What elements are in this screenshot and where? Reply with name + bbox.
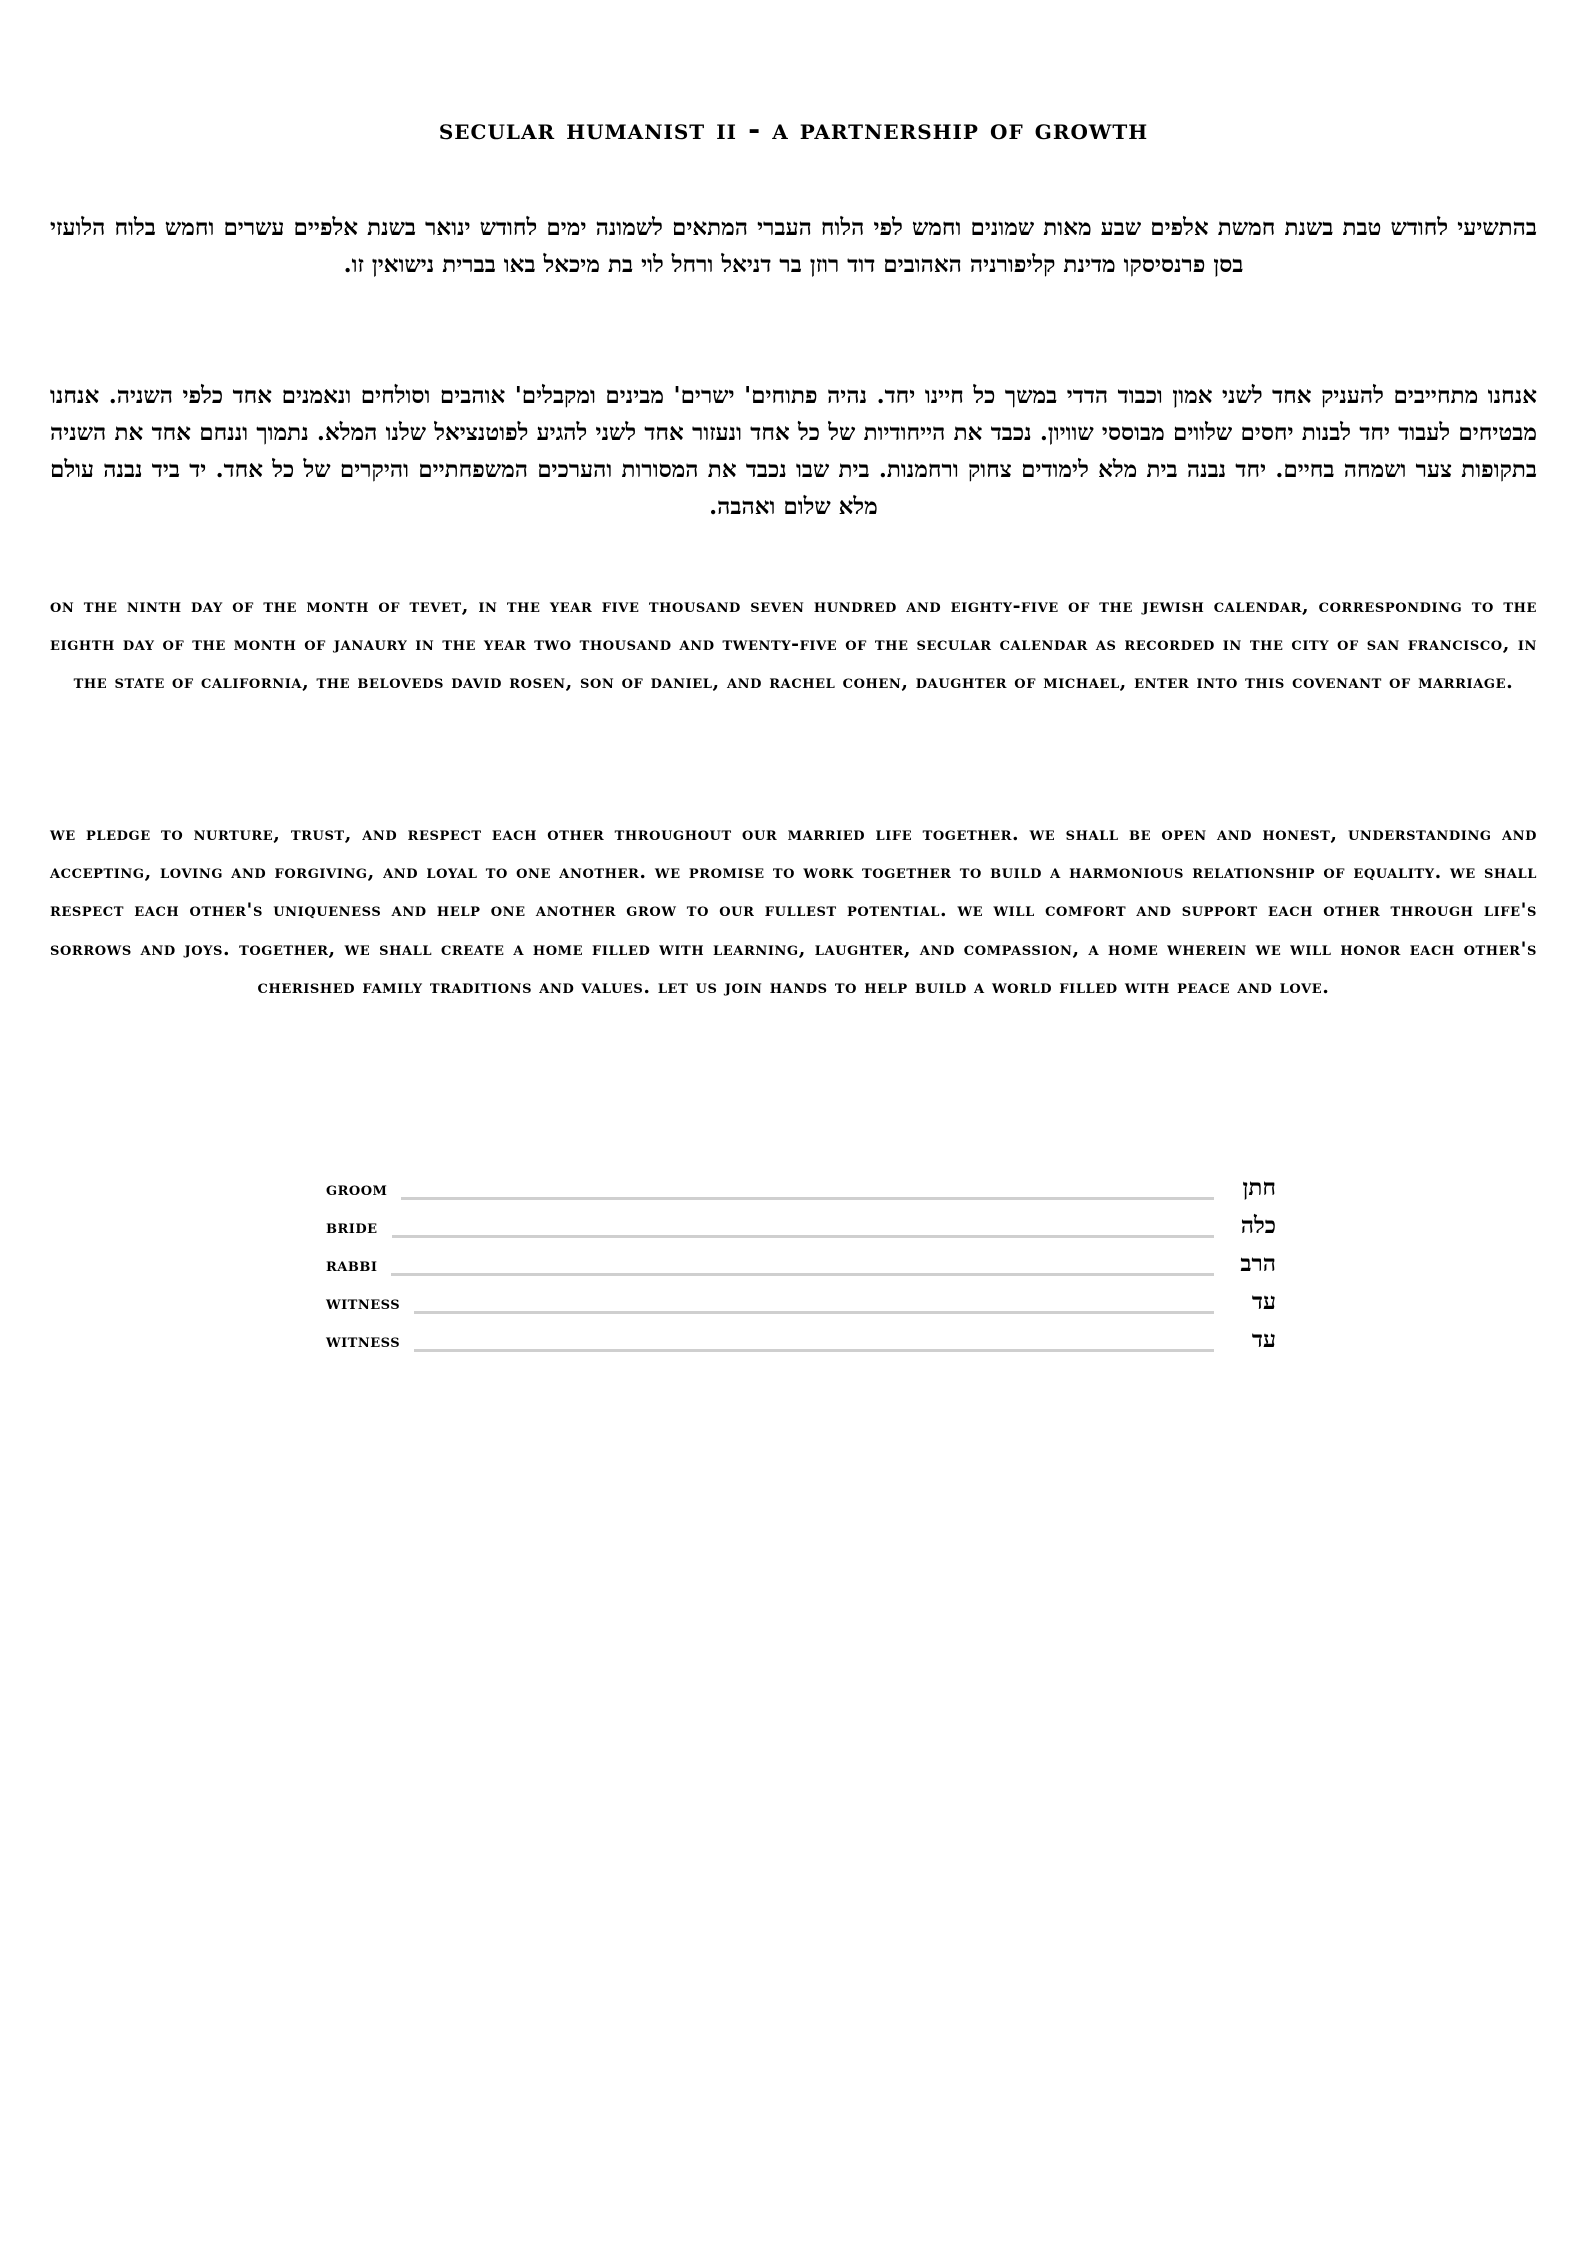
english-paragraph-intro: on the ninth day of the month of tevet, in the year five thousand seven hundred and eighty-five of the jewish calendar, corresponding to the eighth day of the month of janaury in the year two thousand and twenty-five of the secular calendar as recorded in the city of san francisco, in the state of california, the beloveds david rosen, son of daniel, and rachel cohen, daughter of michael, enter into this covenant of marriage. bbox=[50, 595, 1537, 694]
signature-label-en: witness bbox=[326, 1330, 401, 1352]
signature-label-he: עד bbox=[1251, 1288, 1276, 1315]
hebrew-paragraph-intro: בהתשיעי לחודש טבת בשנת חמשת אלפים שבע מאות שמונים וחמש לפי הלוח העברי המתאים לשמונה ימים לחודש ינואר בשנת אלפיים עשרים וחמש בלוח הלועזי בסן פרנסיסקו מדינת קליפורניה האהובים דוד רוזן בר דניאל ורחל לוי בת מיכאל באו בברית נישואין זו. bbox=[50, 214, 1537, 278]
signature-label-he: עד bbox=[1251, 1326, 1276, 1353]
signature-line[interactable] bbox=[414, 1311, 1214, 1314]
signature-row-witness-1 bbox=[326, 1277, 1276, 1315]
signature-line[interactable] bbox=[414, 1349, 1214, 1352]
signature-label-en: bride bbox=[326, 1216, 378, 1238]
english-paragraph-vows: we pledge to nurture, trust, and respect each other throughout our married life together. we shall be open and honest, understanding and accepting, loving and forgiving, and loyal to one another. we promise to work together to build a harmonious relationship of equality. we shall respect each other's uniqueness and help one another grow to our fullest potential. we will comfort and support each other through life's sorrows and joys. together, we shall create a home filled with learning, laughter, and compassion, a home wherein we will honor each other's cherished family traditions and values. let us join hands to help build a world filled with peace and love. bbox=[50, 823, 1537, 998]
document-title: secular humanist ii - a partnership of growth bbox=[438, 112, 1149, 146]
signature-label-he: הרב bbox=[1240, 1250, 1276, 1277]
signature-label-en: rabbi bbox=[326, 1254, 378, 1276]
hebrew-paragraph-vows: אנחנו מתחייבים להעניק אחד לשני אמון וכבוד הדדי במשך כל חיינו יחד. נהיה פתוחים' ישרים' מבינים ומקבלים' אוהבים וסולחים ונאמנים אחד כלפי השניה. אנחנו מבטיחים לעבוד יחד לבנות יחסים שלווים מבוססי שוויון. נכבד את הייחודיות של כל אחד ונעזור אחד לשני להגיע לפוטנציאל שלנו המלא. נתמוך וננחם אחד את השניה בתקופות צער ושמחה בחיים. יחד נבנה בית מלא לימודים צחוק ורחמנות. בית שבו נכבד את המסורות והערכים המשפחתיים והיקרים של כל אחד. יד ביד נבנה עולם מלא שלום ואהבה. bbox=[50, 382, 1537, 520]
signature-label-en: witness bbox=[326, 1292, 401, 1314]
signature-label-he: כלה bbox=[1240, 1212, 1276, 1239]
signature-row-groom bbox=[326, 1163, 1276, 1201]
signature-line[interactable] bbox=[391, 1273, 1214, 1276]
signature-row-bride bbox=[326, 1201, 1276, 1239]
signature-label-en: groom bbox=[326, 1178, 388, 1200]
signature-line[interactable] bbox=[392, 1235, 1214, 1238]
signature-row-rabbi bbox=[326, 1239, 1276, 1277]
signature-row-witness-2 bbox=[326, 1315, 1276, 1353]
signature-line[interactable] bbox=[401, 1197, 1214, 1200]
signature-block bbox=[326, 1163, 1276, 1353]
signature-label-he: חתן bbox=[1242, 1174, 1276, 1201]
